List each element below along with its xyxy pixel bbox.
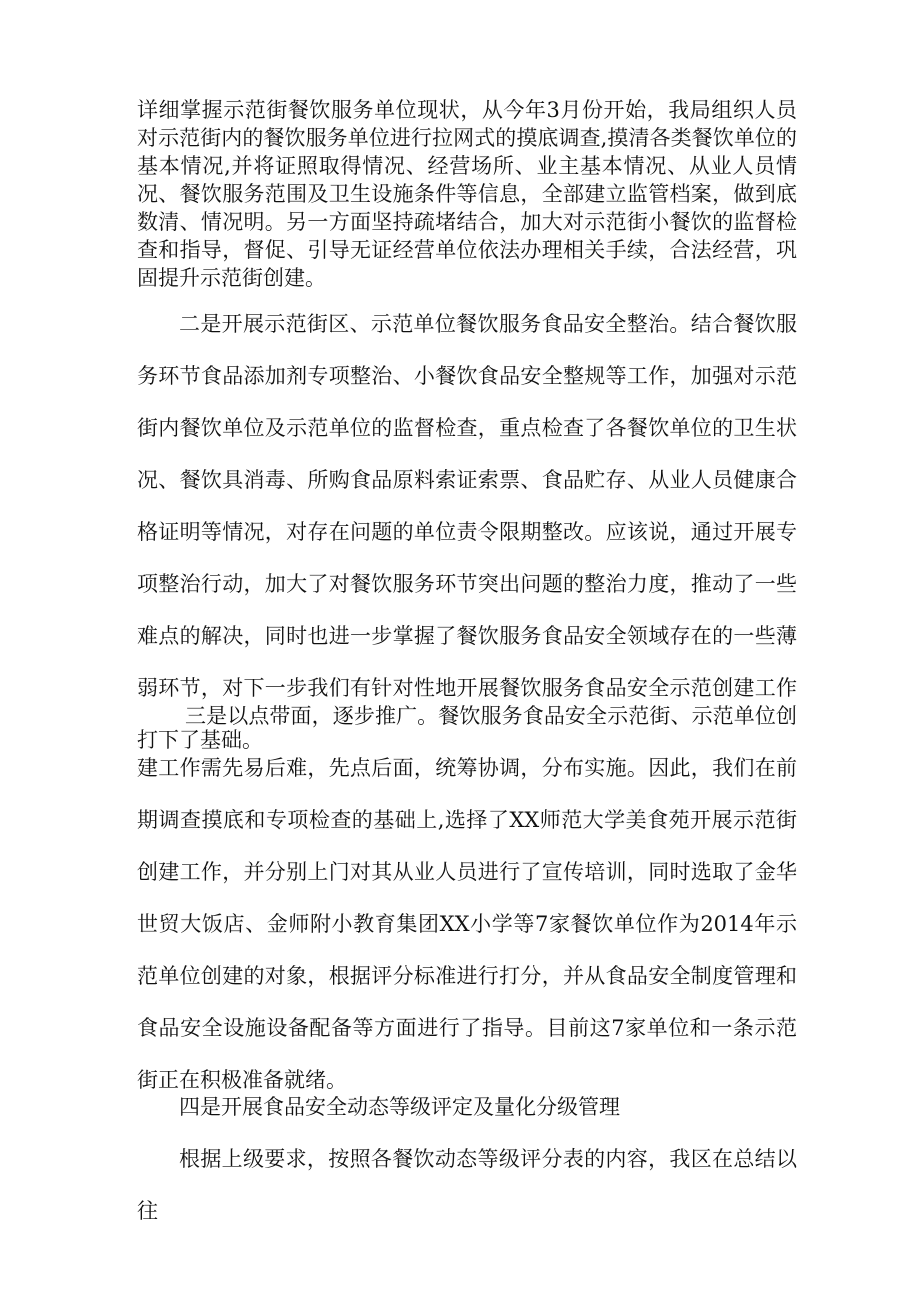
paragraph-item-four-heading: 四是开展食品安全动态等级评定及量化分级管理	[179, 1095, 620, 1119]
paragraph-item-four-body: 根据上级要求，按照各餐饮动态等级评分表的内容，我区在总结以往	[137, 1147, 797, 1223]
paragraph-intro: 详细掌握示范街餐饮服务单位现状，从今年3月份开始，我局组织人员对示范街内的餐饮服务单位进行拉网式的摸底调查,摸清各类餐饮单位的基本情况,并将证照取得情况、经营场所、业主基本情况、从业人员情况、餐饮服务范围及卫生设施条件等信息，全部建立监管档案，做到底数清、情况明。另一方面坚持疏堵结合，加大对示范街小餐饮的监督检查和指导，督促、引导无证经营单位依法办理相关手续，合法经营，巩固提升示范街创建。	[137, 98, 797, 290]
paragraph-item-three: 三是以点带面，逐步推广。餐饮服务食品安全示范街、示范单位创建工作需先易后难，先点后面，统筹协调，分布实施。因此，我们在前期调查摸底和专项检查的基础上,选择了XX师范大学美食苑开展示范街创建工作，并分别上门对其从业人员进行了宣传培训，同时选取了金华世贸大饭店、金师附小教育集团XX小学等7家餐饮单位作为2014年示范单位创建的对象，根据评分标准进行打分，并从食品安全制度管理和食品安全设施设备配备等方面进行了指导。目前这7家单位和一条示范街正在积极准备就绪。	[137, 704, 797, 1092]
paragraph-item-two: 二是开展示范街区、示范单位餐饮服务食品安全整治。结合餐饮服务环节食品添加剂专项整治、小餐饮食品安全整规等工作，加强对示范街内餐饮单位及示范单位的监督检查，重点检查了各餐饮单位的卫生状况、餐饮具消毒、所购食品原料索证索票、食品贮存、从业人员健康合格证明等情况，对存在问题的单位责令限期整改。应该说，通过开展专项整治行动，加大了对餐饮服务环节突出问题的整治力度，推动了一些难点的解决，同时也进一步掌握了餐饮服务食品安全领域存在的一些薄弱环节，对下一步我们有针对性地开展餐饮服务食品安全示范创建工作打下了基础。	[137, 312, 797, 752]
